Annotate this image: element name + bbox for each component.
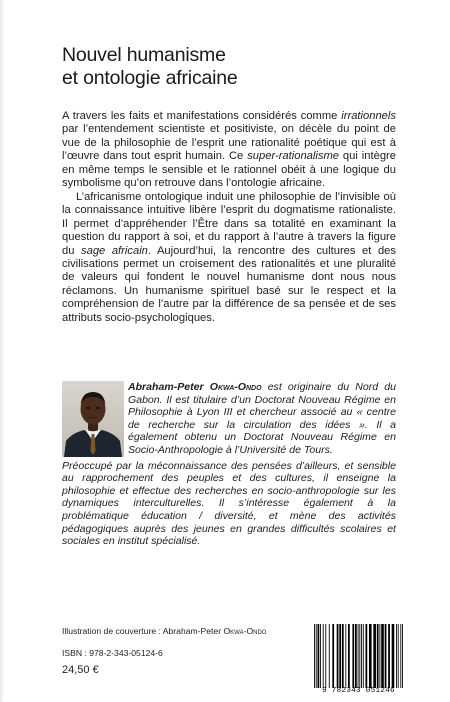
barcode-bar [323,624,324,688]
barcode-bar [317,624,319,688]
barcode-bar [388,624,390,688]
barcode-bar [402,624,403,688]
book-title [62,44,238,90]
barcode-bar [345,624,346,688]
price: 24,50 € [62,664,99,676]
bio-paragraph-2: Préoccupé par la méconnaissance des pensées d’ailleurs, et sensible au rapprochement des peuples et des cultures, il enseigne la philosophie et effectue des recherches en socio-anthropologie sur les dynamiques interculturelles. Il s’intéresse également à la problématique éducation / diversité, et mène des activités pédagogiques auprès des jeunes en grandes difficultés scolaires et sociales en institut spécialisé. [62,459,396,548]
barcode-bar [314,624,315,688]
author-first-name: Abraham-Peter [128,381,210,393]
barcode-image [311,624,406,688]
barcode-bar [320,624,321,688]
emphasis-text: irrationnels [341,110,396,122]
synopsis [62,110,396,325]
text-run: par l’entendement scientiste et positiviste, on décèle du point de vue de la philosophie de l’esprit une rationalité poétique qui est à l’œuvre dans tout esprit humain. Ce [62,123,396,163]
credit-label: Illustration de couverture : Abraham-Peter [62,626,224,636]
barcode-bar [342,624,344,688]
photo-spacer [62,381,128,457]
synopsis-paragraph-2 [62,191,396,326]
barcode-bar [339,624,341,688]
text-run: qui intègre en même temps le sensible et le rationnel obéit à une logique du symbolisme qu’on retrouve dans l’ontologie africaine. [62,150,396,190]
barcode-digits: 9 782343 051246 [322,687,395,695]
barcode-bar [363,624,364,688]
text-run: . Aujourd’hui, la rencontre des cultures et des civilisations permet un croisement des rationalités et une pluralité de valeurs qui fondent le nouvel humanisme dont nous nous réclamons. Un humanisme spirituel basé sur le respect et la compréhension de l’autre par la différence de sa pensée et de ses attributs socio-psychologiques. [62,244,396,324]
emphasis-text: sage africain [81,244,148,257]
title-line-1: Nouvel humanisme [62,44,226,66]
barcode-bar [329,624,330,688]
barcode-bar [381,624,384,688]
text-run: est originaire du Nord du Gabon. Il est titulaire d’un Doctorat Nouveau Régime en Philosophie à Lyon III et chercheur associé au « centre de recherche sur la circulation des idées ». Il a également obtenu un Doctorat Nouveau Régime en Socio-Anthropologie à l’Université de Tours. [128,381,396,456]
title-line-2: et ontologie africaine [62,67,238,89]
barcode-bar [359,624,360,688]
synopsis-paragraph-1 [62,110,396,191]
emphasis-text: super-rationalisme [247,150,340,163]
barcode-bar [385,624,387,688]
barcode-bar [377,624,379,688]
cover-illustration-credit [62,626,266,636]
barcode-bar [396,624,397,688]
author-biography [62,381,396,548]
barcode-bar [400,624,401,688]
barcode-bar [373,624,376,688]
author-name [128,381,262,393]
barcode-bar [332,624,334,688]
barcode-bar [352,624,354,688]
barcode-bar [348,624,350,688]
barcode-bar [392,624,395,688]
text-run: A travers les faits et manifestations considérés comme [62,110,342,122]
barcode-bar [316,624,317,688]
barcode-bar [325,624,326,688]
text-run: L’africanisme ontologique induit une philosophie de l’invisible où la connaissance intuitive libère l’esprit du dogmatisme rationaliste. Il permet d’appréhender l’Être dans sa totalité en examinant la question du rapport à soi, et du rapport à l’autre à travers la figure du [62,190,396,257]
barcode-bar [358,624,359,688]
page-edge-shadow [0,0,4,702]
barcode-bar [398,624,399,688]
isbn: ISBN : 978-2-343-05124-6 [62,648,163,658]
barcode-bar [369,624,372,688]
barcode-bar [355,624,357,688]
barcode-bar [379,624,380,688]
barcode-bar [361,624,362,688]
barcode-bar [365,624,367,688]
credit-name: Okwa-Ondo [223,626,267,636]
author-last-name: Okwa-Ondo [209,381,262,393]
barcode-bar [337,624,339,688]
